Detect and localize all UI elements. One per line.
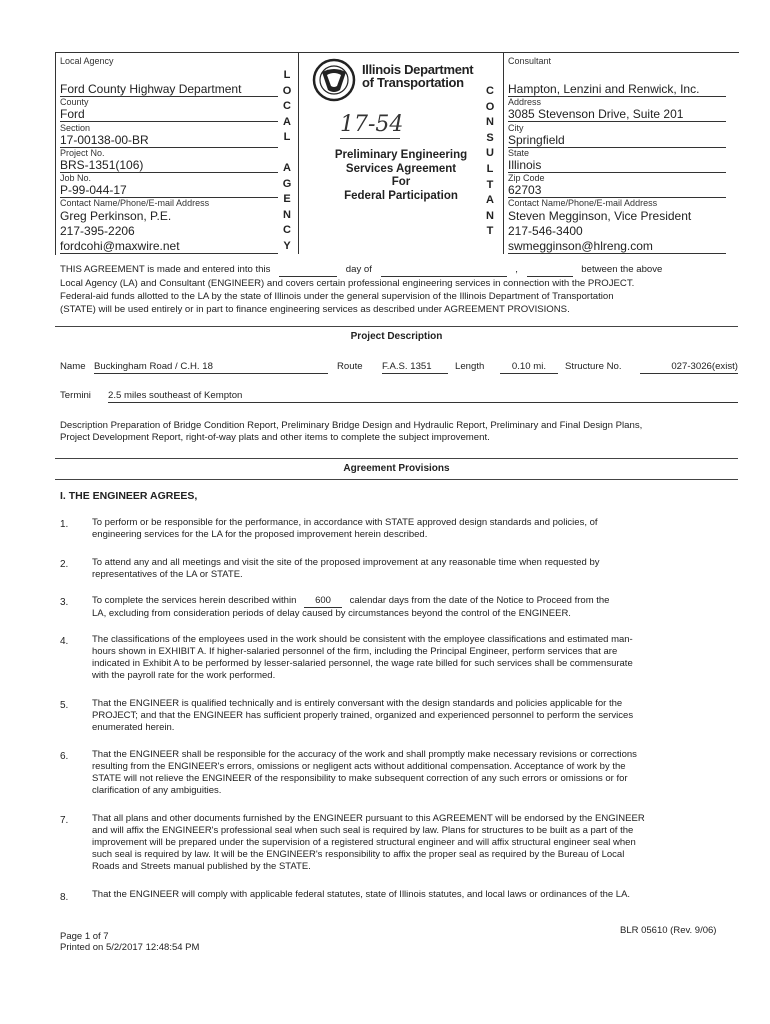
- consultant-contact-phone: 217-546-3400: [508, 224, 583, 238]
- logo-text: Illinois Department of Transportation: [362, 62, 474, 90]
- item-text-8: That the ENGINEER will comply with applicable federal statutes, state of Illinois statutes, and local laws or ordinances of the LA.: [92, 889, 631, 900]
- month-blank[interactable]: [381, 264, 507, 277]
- contact-name: Greg Perkinson, P.E.: [60, 209, 172, 223]
- address-value: 3085 Stevenson Drive, Suite 201: [508, 107, 726, 122]
- item-number-1: 1.: [60, 519, 69, 530]
- consultant-value: Hampton, Lenzini and Renwick, Inc.: [508, 82, 726, 97]
- item-text-7: That all plans and other documents furnished by the ENGINEER pursuant to this AGREEMENT will be endorsed by the ENGINEER and will affix the ENGINEER's professional seal when such seal is required by law. Plans for structures to be built as a part of the improvement will be prepared under the supervision of a registered structural engineer and will affix structural engineer seal when such seal is required by law. It will be the ENGINEER's responsibility to affix the proper seal as required by the Bureau of Local Roads and Streets manual published by the STATE.: [92, 813, 645, 872]
- termini-label: Termini: [60, 390, 91, 401]
- item-number-8: 8.: [60, 892, 69, 903]
- intro-line-4: (STATE) will be used entirely or in part to finance engineering services as described under AGREEMENT PROVISIONS.: [60, 304, 570, 315]
- header-divider-right: [503, 52, 504, 254]
- project-name-value: Buckingham Road / C.H. 18: [94, 361, 328, 374]
- item-text-6: That the ENGINEER shall be responsible for the accuracy of the work and shall promptly make necessary revisions or corrections resulting from the ENGINEER's errors, omissions or negligent acts without additional compensation. Acceptance of work by the STATE will not relieve the ENGINEER of the responsibility to make subsequent correction of any such errors or omissions or for clarification of any ambiguities.: [92, 749, 637, 796]
- item-number-6: 6.: [60, 751, 69, 762]
- consultant-label: Consultant: [508, 56, 552, 66]
- form-number: BLR 05610 (Rev. 9/06): [620, 925, 717, 936]
- agreement-title: Preliminary Engineering Services Agreement For Federal Participation: [334, 149, 468, 202]
- state-value: Illinois: [508, 158, 726, 173]
- provisions-rule-top: [55, 458, 738, 459]
- description-line-1: Description Preparation of Bridge Condition Report, Preliminary Bridge Design and Hydraulic Report, Preliminary and Final Design Plans,: [60, 420, 643, 431]
- provisions-rule-bottom: [55, 479, 738, 480]
- project-rule-top: [55, 326, 738, 327]
- zip-label: Zip Code: [508, 173, 545, 183]
- section-title: I. THE ENGINEER AGREES,: [60, 490, 198, 502]
- structure-label: Structure No.: [565, 361, 622, 372]
- length-label: Length: [455, 361, 485, 372]
- state-label: State: [508, 148, 530, 158]
- printed-timestamp: Printed on 5/2/2017 12:48:54 PM: [60, 942, 200, 953]
- job-no-value: P-99-044-17: [60, 183, 278, 198]
- consultant-contact-name: Steven Megginson, Vice President: [508, 209, 692, 223]
- item-text-1: To perform or be responsible for the performance, in accordance with STATE approved design standards and policies, of engineering services for the LA for the proposed improvement herein described.: [92, 517, 598, 540]
- local-agency-label: Local Agency: [60, 56, 114, 66]
- section-value: 17-00138-00-BR: [60, 133, 278, 148]
- length-value: 0.10 mi.: [500, 361, 558, 374]
- structure-value: 027-3026(exist): [640, 361, 738, 374]
- item-number-5: 5.: [60, 700, 69, 711]
- item-text-2: To attend any and all meetings and visit the site of the proposed improvement at any reasonable time when requested by representatives of the LA or STATE.: [92, 557, 600, 580]
- page-number: Page 1 of 7: [60, 931, 109, 942]
- contact-email: fordcohi@maxwire.net: [60, 239, 278, 254]
- item-text-3: To complete the services herein described within 600 calendar days from the date of the Notice to Proceed from the LA, excluding from consideration periods of delay caused by circumstances beyond the control of the ENGINEER.: [92, 595, 610, 619]
- route-value: F.A.S. 1351: [382, 361, 448, 374]
- item-number-4: 4.: [60, 636, 69, 647]
- section-label: Section: [60, 123, 91, 133]
- zip-value: 62703: [508, 183, 726, 198]
- intro-line-2: Local Agency (LA) and Consultant (ENGINEER) and covers certain professional engineering services in connection with the PROJECT.: [60, 278, 635, 289]
- intro-line-3: Federal-aid funds allotted to the LA by the state of Illinois under the general supervision of the Illinois Department of Transportation: [60, 291, 614, 302]
- handwritten-number: 17-54: [340, 112, 404, 137]
- termini-value: 2.5 miles southeast of Kempton: [108, 390, 738, 403]
- project-no-label: Project No.: [60, 148, 105, 158]
- route-label: Route: [337, 361, 363, 372]
- calendar-days-value: 600: [304, 595, 342, 608]
- item-number-3: 3.: [60, 597, 69, 608]
- description-line-2: Project Development Report, right-of-way plats and other items to complete the subject improvement.: [60, 432, 490, 443]
- handwritten-underline: [340, 138, 400, 139]
- header-divider-left: [298, 52, 299, 254]
- provisions-heading: Agreement Provisions: [343, 463, 450, 474]
- project-name-label: Name: [60, 361, 86, 372]
- item-number-2: 2.: [60, 559, 69, 570]
- job-no-label: Job No.: [60, 173, 92, 183]
- idot-seal-icon: [312, 58, 356, 102]
- county-label: County: [60, 97, 89, 107]
- contact-label: Contact Name/Phone/E-mail Address: [60, 198, 210, 208]
- consultant-contact-email: swmegginson@hlreng.com: [508, 239, 726, 254]
- city-label: City: [508, 123, 524, 133]
- local-agency-value: Ford County Highway Department: [60, 82, 278, 97]
- city-value: Springfield: [508, 133, 726, 148]
- project-heading: Project Description: [350, 331, 443, 342]
- item-text-4: The classifications of the employees used in the work should be consistent with the employee classifications and estimated man- hours shown in EXHIBIT A. If higher-salaried personnel of the firm, including the Principal Engineer, perform services that are indicated in Exhibit A to be performed by lesser-salaried personnel, the wage rate billed for such services shall be commensurate with the payroll rate for the work performed.: [92, 634, 633, 681]
- consultant-contact-label: Contact Name/Phone/E-mail Address: [508, 198, 658, 208]
- local-agency-vertical-label: L O C A L A G E N C Y: [282, 69, 292, 252]
- item-number-7: 7.: [60, 815, 69, 826]
- year-blank[interactable]: [527, 264, 573, 277]
- project-no-value: BRS-1351(106): [60, 158, 278, 173]
- contact-phone: 217-395-2206: [60, 224, 135, 238]
- day-blank[interactable]: [279, 264, 337, 277]
- intro-line-1: THIS AGREEMENT is made and entered into this day of , between the above: [60, 264, 663, 275]
- consultant-vertical-label: C O N S U L T A N T: [485, 85, 495, 238]
- address-label: Address: [508, 97, 542, 107]
- county-value: Ford: [60, 107, 278, 122]
- item-text-5: That the ENGINEER is qualified technically and is entirely conversant with the design standards and policies applicable for the PROJECT; and that the ENGINEER has sufficient properly trained, organized and experienced personnel to perform the services enumerated herein.: [92, 698, 634, 733]
- idot-logo: [312, 58, 356, 102]
